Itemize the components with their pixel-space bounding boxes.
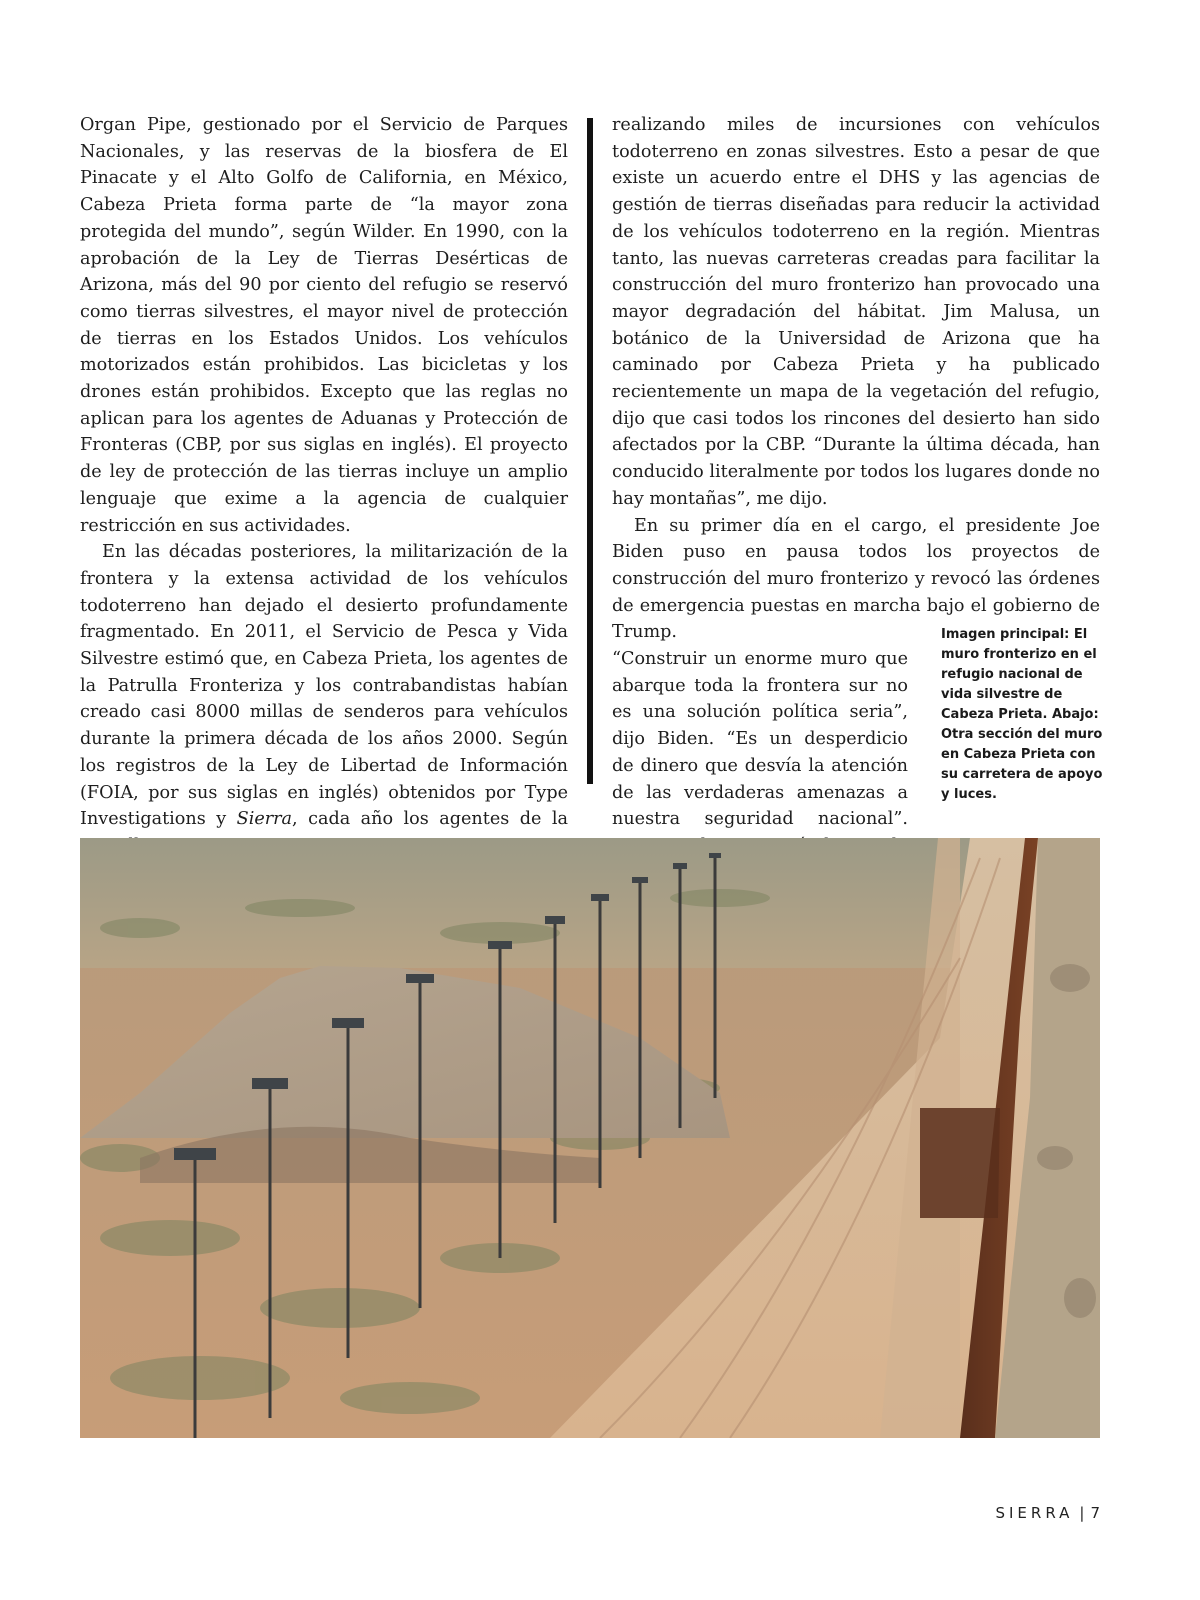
border-wall-photo xyxy=(80,838,1100,1438)
page-number: 7 xyxy=(1090,1504,1100,1522)
paragraph-4-continued: “Construir un enorme muro que abarque toda la frontera sur no es una solución política seria”, dijo Biden. “Es un desperdicio de dinero que desvía la atención de las verdaderas amenazas a nuestra seguridad nacional”. xyxy=(612,649,908,830)
paragraph-3: realizando miles de incursiones con vehículos todoterreno en zonas silvestres. Esto a pesar de que existe un acuerdo entre el DHS y las agencias de gestión de tierras diseñadas para reducir la actividad de los vehículos todoterreno en la región. Mientras tanto, las nuevas carreteras creadas para facilitar la construcción del muro fronterizo han provocado una mayor degradación del hábitat. Jim Malusa, un botánico de la Universidad de Arizona que ha caminado por Cabeza Prieta y ha publicado recientemente un mapa de la vegetación del refugio, dijo que casi todos los rincones del desierto han sido afectados por la CBP. “Durante la última década, han conducido literalmente por todos los lugares donde no hay montañas”, me dijo. xyxy=(612,115,1100,509)
page-footer xyxy=(995,1504,1100,1522)
photo-caption: Imagen principal: El muro fronterizo en el refugio nacional de vida silvestre de Cabeza Prieta. Abajo: Otra sección del muro en Cabeza Prieta con su carretera de apoyo y luces. xyxy=(941,627,1103,802)
magazine-name: SIERRA xyxy=(995,1504,1074,1522)
border-wall-far xyxy=(920,1108,1000,1218)
column-rule xyxy=(587,118,593,784)
paragraph-4: En su primer día en el cargo, el presidente Joe Biden puso en pausa todos los proyectos de construcción del muro fronterizo y revocó las órdenes de emergencia puestas en marcha bajo el gobierno de Trump. xyxy=(612,515,1100,643)
paragraph-1: Organ Pipe, gestionado por el Servicio de Parques Nacionales, y las reservas de la biosfera de El Pinacate y el Alto Golfo de California, en México, Cabeza Prieta forma parte de “la mayor zona protegida del mundo”, según Wilder. En 1990, con la aprobación de la Ley de Tierras Desérticas de Arizona, más del 90 por ciento del refugio se reservó como tierras silvestres, el mayor nivel de protección de tierras en los Estados Unidos. Los vehículos motorizados están prohibidos. Las bicicletas y los drones están prohibidos. Excepto que las reglas no aplican para los agentes de Aduanas y Protección de Fronteras (CBP, por sus siglas en inglés). El proyecto de ley de protección de las tierras incluye un amplio lenguaje que exime a la agencia de cualquier restricción en sus actividades. xyxy=(80,115,568,536)
article-column-left xyxy=(80,112,568,860)
paragraph-2-text-a: En las décadas posteriores, la militarización de la frontera y la extensa actividad de los vehículos todoterreno han dejado el desierto profundamente fragmentado. En 2011, el Servicio de Pesca y Vida Silvestre estimó que, en Cabeza Prieta, los agentes de la Patrulla Fronteriza y los contrabandistas habían creado casi 8000 millas de senderos para vehículos durante la primera década de los años 2000. Según los registros de la Ley de Libertad de Información (FOIA, por sus siglas en inglés) obtenidos por Type Investigations y xyxy=(80,542,568,830)
paragraph-2-text-b: , cada año los agentes de la xyxy=(292,809,568,830)
paragraph-2 xyxy=(80,539,568,859)
magazine-name-italic: Sierra xyxy=(236,809,293,830)
footer-separator: | xyxy=(1079,1504,1085,1522)
